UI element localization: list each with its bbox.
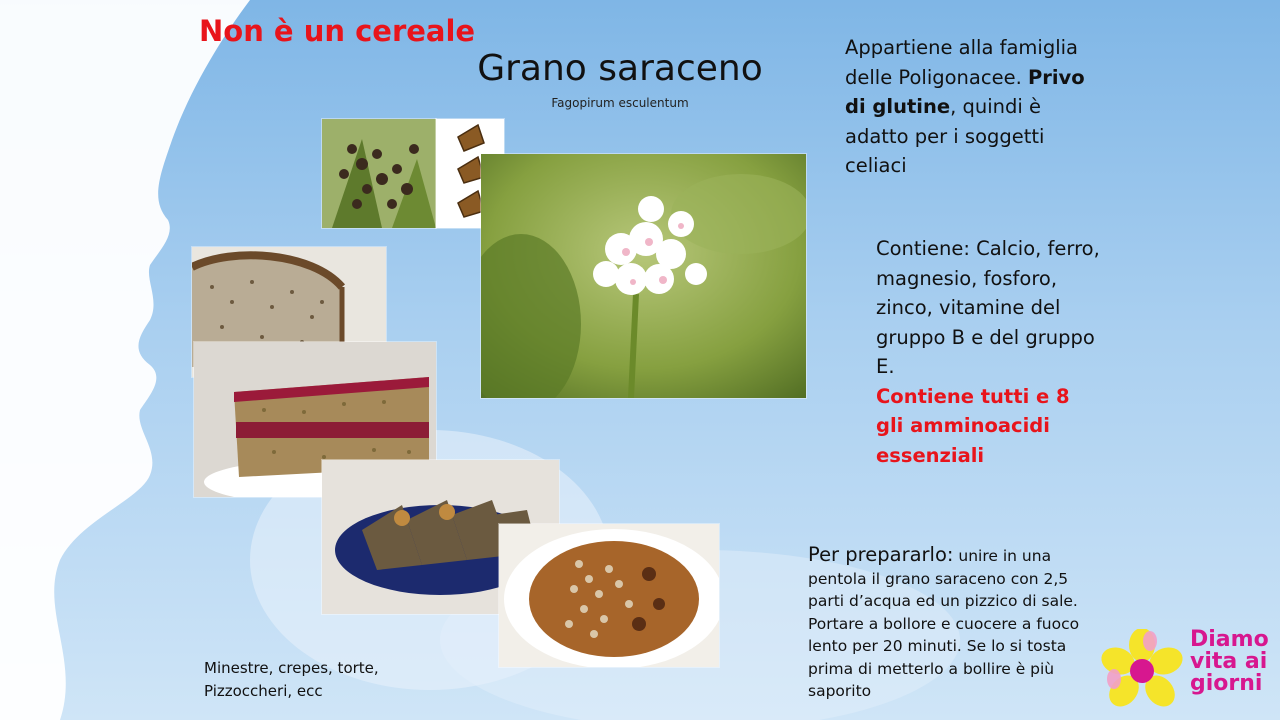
nutrients-description xyxy=(876,234,1101,470)
page-title: Grano saraceno xyxy=(477,48,763,89)
logo-line-1: Diamo xyxy=(1190,627,1269,652)
buckwheat-plant-photo xyxy=(322,119,436,228)
logo-line-3: giorni xyxy=(1190,671,1263,696)
buckwheat-dish-photo xyxy=(499,524,719,667)
amino-acids-highlight: Contiene tutti e 8 gli amminoacidi essenziali xyxy=(876,384,1070,467)
scientific-name: Fagopirum esculentum xyxy=(551,96,689,110)
family-text-a: Appartiene alla famiglia delle Poligonacee. xyxy=(845,36,1079,89)
family-text-b: , quindi è adatto per i soggetti celiaci xyxy=(845,95,1045,177)
logo-line-2: vita ai xyxy=(1190,649,1268,674)
gluten-free-text: Privo di glutine xyxy=(845,65,1085,118)
buckwheat-flower-photo xyxy=(481,154,806,398)
uses-description xyxy=(204,657,379,703)
preparation-text: unire in una pentola il grano saraceno con 2,5 parti d’acqua ed un pizzico di sale. Portare a bollore e cuocere a fuoco lento per 20 minuti. Se lo si tosta prima di metterlo a bollire è più saporito xyxy=(808,547,1080,700)
logo-text xyxy=(1190,629,1280,695)
uses-line-2: Pizzoccheri, ecc xyxy=(204,682,323,700)
preparation-description xyxy=(808,544,1098,703)
family-description xyxy=(845,33,1100,181)
preparation-lead: Per prepararlo: xyxy=(808,543,954,566)
uses-line-1: Minestre, crepes, torte, xyxy=(204,659,379,677)
flower-logo-icon xyxy=(1096,629,1188,713)
nutrients-text: Contiene: Calcio, ferro, magnesio, fosforo, zinco, vitamine del gruppo B e del gruppo E. xyxy=(876,237,1100,378)
red-title: Non è un cereale xyxy=(199,14,476,48)
